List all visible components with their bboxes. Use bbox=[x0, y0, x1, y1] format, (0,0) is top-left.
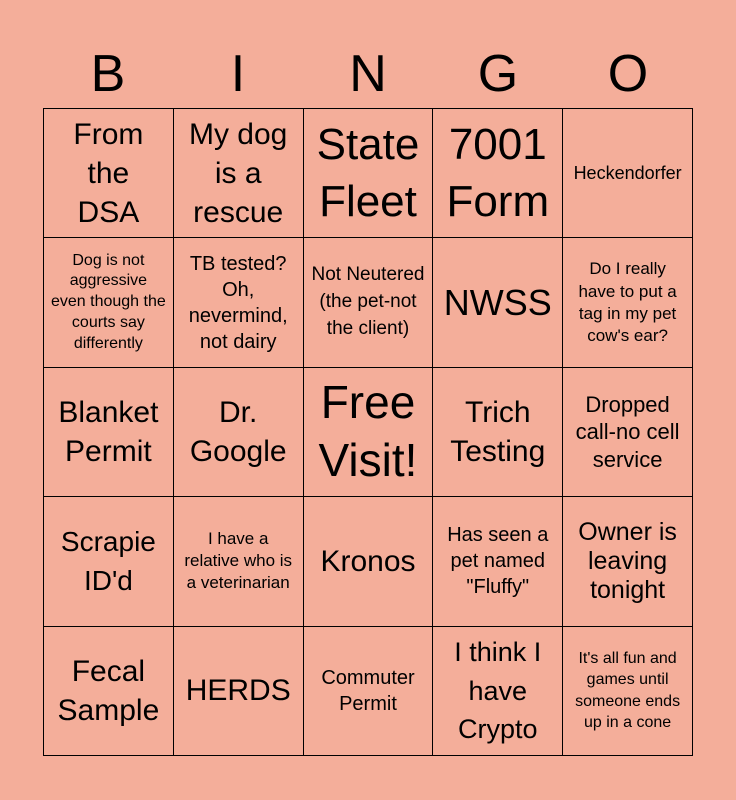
bingo-cell-text: From the DSA bbox=[73, 117, 144, 229]
bingo-cell-text: It's all fun and games until someone ends up in a cone bbox=[575, 649, 681, 732]
bingo-cell-text: Not Neutered (the pet-not the client) bbox=[311, 264, 425, 340]
bingo-cell[interactable] bbox=[174, 238, 304, 367]
bingo-cell-text: Blanket Permit bbox=[58, 395, 159, 468]
bingo-cell-text: Do I really have to put a tag in my pet cow's ear? bbox=[578, 259, 677, 345]
bingo-cell-text: Heckendorfer bbox=[573, 162, 682, 183]
bingo-cell[interactable] bbox=[174, 627, 304, 756]
bingo-cell-text: My dog is a rescue bbox=[188, 117, 288, 229]
header-letter-o: O bbox=[607, 45, 649, 103]
bingo-cell[interactable] bbox=[563, 497, 693, 626]
bingo-cell[interactable] bbox=[44, 238, 174, 367]
bingo-cell-text: Dog is not aggressive even though the courts say differently bbox=[51, 251, 166, 352]
bingo-cell-text: Scrapie ID'd bbox=[60, 526, 156, 597]
bingo-cell[interactable] bbox=[433, 627, 563, 756]
bingo-cell[interactable] bbox=[563, 627, 693, 756]
bingo-cell[interactable] bbox=[304, 109, 434, 238]
bingo-cell-text: I have a relative who is a veterinarian bbox=[184, 529, 293, 593]
bingo-cell[interactable] bbox=[44, 368, 174, 497]
header-letter-b: B bbox=[90, 45, 126, 103]
bingo-cell[interactable] bbox=[433, 368, 563, 497]
header-letter-i: I bbox=[230, 45, 246, 103]
bingo-cell-text: Owner is leaving tonight bbox=[578, 518, 677, 604]
bingo-cell[interactable] bbox=[174, 109, 304, 238]
bingo-cell-text: HERDS bbox=[185, 674, 291, 708]
bingo-cell-text: Kronos bbox=[320, 544, 416, 578]
bingo-cell-text: State Fleet bbox=[316, 120, 420, 227]
bingo-cell[interactable] bbox=[433, 109, 563, 238]
header-letter-n: N bbox=[349, 45, 387, 103]
bingo-cell[interactable] bbox=[433, 238, 563, 367]
bingo-cell[interactable] bbox=[563, 368, 693, 497]
bingo-cell-text: Has seen a pet named "Fluffy" bbox=[447, 524, 549, 599]
bingo-cell-text: Dr. Google bbox=[189, 395, 287, 468]
bingo-cell[interactable] bbox=[304, 238, 434, 367]
bingo-cell[interactable] bbox=[44, 627, 174, 756]
header-letter-g: G bbox=[477, 45, 519, 103]
bingo-cell-text: Dropped call-no cell service bbox=[575, 391, 680, 472]
bingo-cell[interactable] bbox=[563, 109, 693, 238]
bingo-cell[interactable] bbox=[304, 497, 434, 626]
bingo-cell-text: Fecal Sample bbox=[57, 654, 160, 727]
bingo-header bbox=[43, 40, 693, 108]
bingo-cell[interactable] bbox=[304, 368, 434, 497]
bingo-cell[interactable] bbox=[304, 627, 434, 756]
bingo-cell[interactable] bbox=[174, 497, 304, 626]
bingo-cell[interactable] bbox=[563, 238, 693, 367]
bingo-cell[interactable] bbox=[44, 497, 174, 626]
bingo-cell[interactable] bbox=[44, 109, 174, 238]
bingo-cell-text: Free Visit! bbox=[318, 376, 418, 486]
bingo-cell-text: I think I have Crypto bbox=[454, 637, 542, 744]
bingo-cell-text: TB tested? Oh, nevermind, not dairy bbox=[188, 252, 288, 353]
bingo-cell[interactable] bbox=[433, 497, 563, 626]
bingo-board bbox=[43, 108, 693, 756]
bingo-cell-text: NWSS bbox=[443, 281, 552, 323]
bingo-cell-text: Commuter Permit bbox=[321, 666, 415, 715]
bingo-cell-text: Trich Testing bbox=[450, 395, 546, 468]
bingo-cell[interactable] bbox=[174, 368, 304, 497]
bingo-cell-text: 7001 Form bbox=[446, 120, 550, 227]
